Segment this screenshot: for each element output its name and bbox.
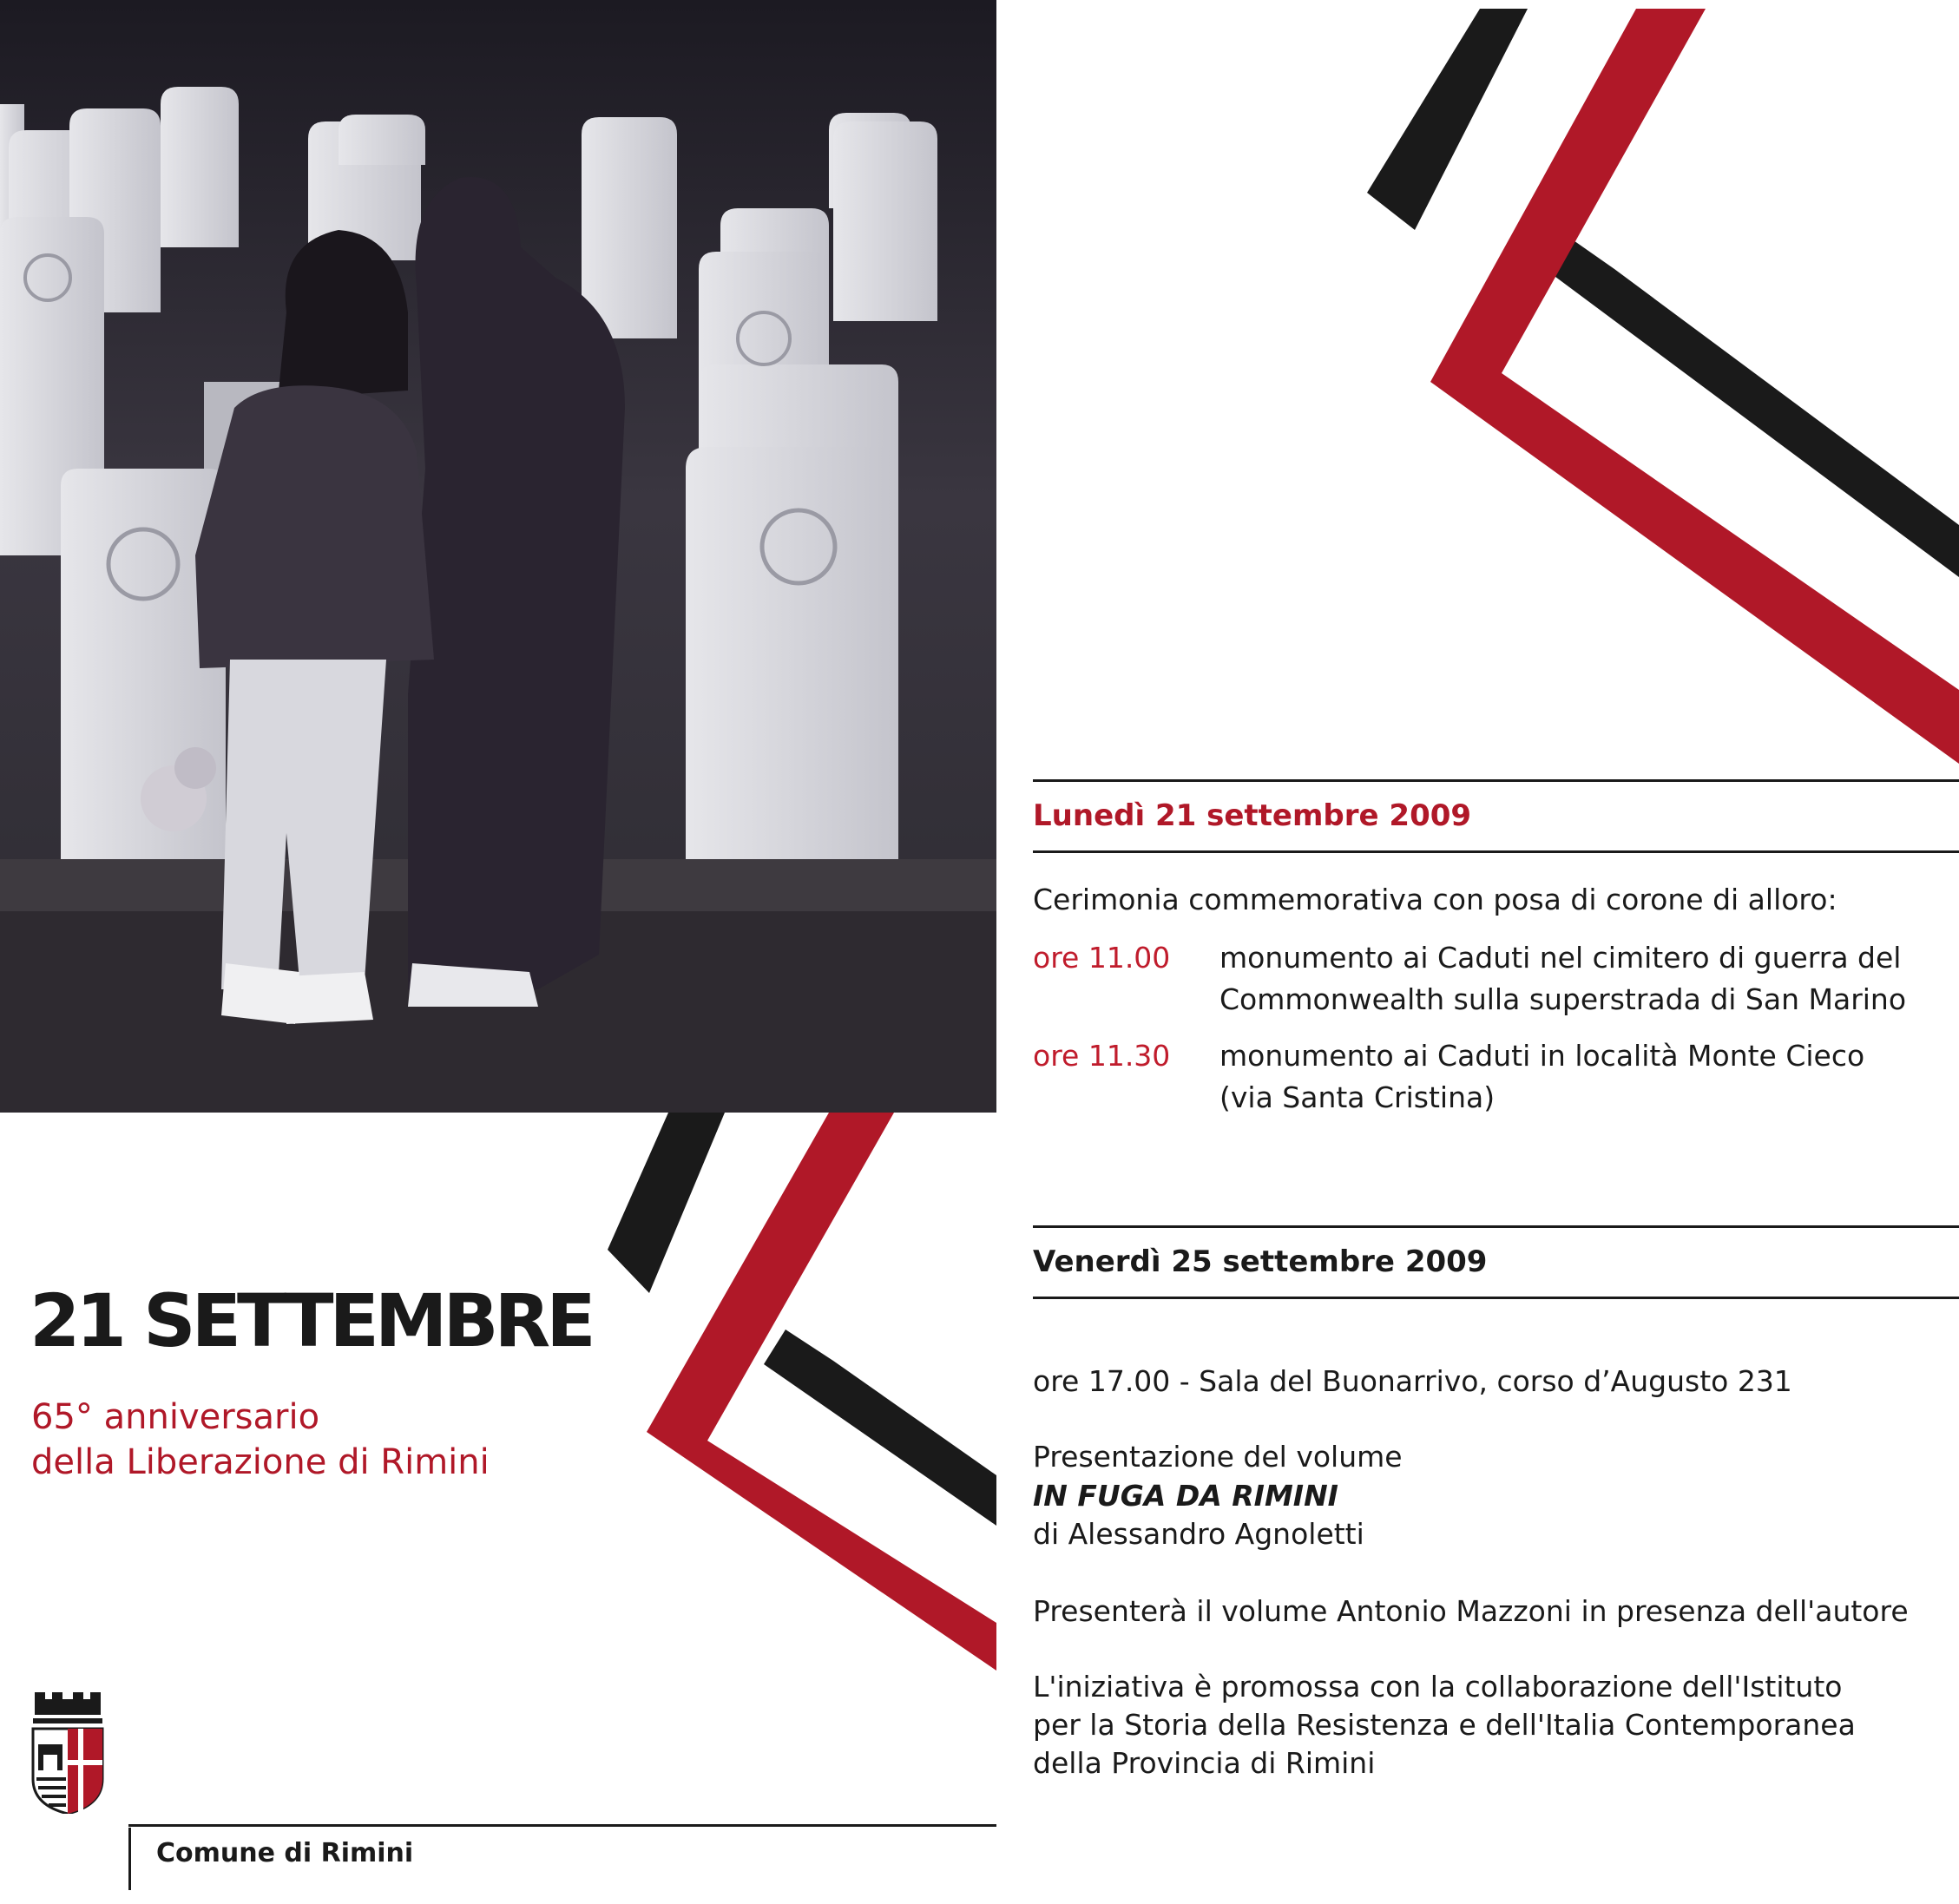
headstone — [833, 121, 937, 321]
stripe-black-lower — [608, 1113, 725, 1293]
main-title: 21 SETTEMBRE — [30, 1278, 592, 1363]
stripe-red-upper — [1430, 9, 1959, 764]
subtitle-line-1: 65° anniversario — [31, 1397, 320, 1437]
stripe-black-upper — [1367, 9, 1528, 230]
stripe-black-lower-diag — [764, 1330, 996, 1526]
event1-item2-time: ore 11.30 — [1033, 1039, 1171, 1073]
event2-date: Venerdì 25 settembre 2009 — [1033, 1244, 1488, 1279]
headstone — [686, 447, 898, 920]
girl-trousers — [221, 660, 386, 989]
footer-label: Comune di Rimini — [156, 1838, 414, 1868]
hero-photo — [0, 0, 996, 1113]
event2-bottom-rule — [1033, 1297, 1959, 1299]
event1-item1-line2: Commonwealth sulla superstrada di San Marino — [1219, 982, 1907, 1016]
girl-jacket — [195, 385, 434, 668]
headstone — [582, 117, 677, 338]
event1-intro: Cerimonia commemorativa con posa di corone di alloro: — [1033, 883, 1837, 916]
headstone — [161, 87, 239, 247]
event1-bottom-rule — [1033, 850, 1959, 853]
stripe-black-upper-diag — [1545, 239, 1959, 577]
headstone — [339, 115, 425, 165]
event2-presenter: Presenterà il volume Antonio Mazzoni in presenza dell'autore — [1033, 1594, 1909, 1628]
event2-promo-line3: della Provincia di Rimini — [1033, 1746, 1376, 1780]
event2-presentation: Presentazione del volume — [1033, 1440, 1403, 1474]
event1-item2-line1: monumento ai Caduti in località Monte Cieco — [1219, 1039, 1865, 1073]
event1-top-rule — [1033, 779, 1959, 782]
subtitle-line-2: della Liberazione di Rimini — [31, 1442, 490, 1482]
event2-when-where: ore 17.00 - Sala del Buonarrivo, corso d’Augusto 231 — [1033, 1364, 1792, 1398]
event1-item1-line1: monumento ai Caduti nel cimitero di guerra del — [1219, 941, 1902, 975]
footer-divider — [128, 1824, 996, 1827]
footer-vertical-divider — [128, 1828, 131, 1890]
event1-date: Lunedì 21 settembre 2009 — [1033, 798, 1472, 833]
event2-author: di Alessandro Agnoletti — [1033, 1517, 1364, 1551]
flowers — [174, 747, 216, 789]
event2-book-title: IN FUGA DA RIMINI — [1033, 1479, 1338, 1513]
event1-item1-time: ore 11.00 — [1033, 941, 1171, 975]
event2-promo-line1: L'iniziativa è promossa con la collaborazione dell'Istituto — [1033, 1670, 1843, 1704]
stripe-red-lower — [647, 1113, 996, 1671]
rimini-crest-icon — [26, 1692, 109, 1814]
event2-promo-line2: per la Storia della Resistenza e dell'Italia Contemporanea — [1033, 1708, 1856, 1742]
event1-item2-line2: (via Santa Cristina) — [1219, 1080, 1496, 1114]
event2-top-rule — [1033, 1225, 1959, 1228]
